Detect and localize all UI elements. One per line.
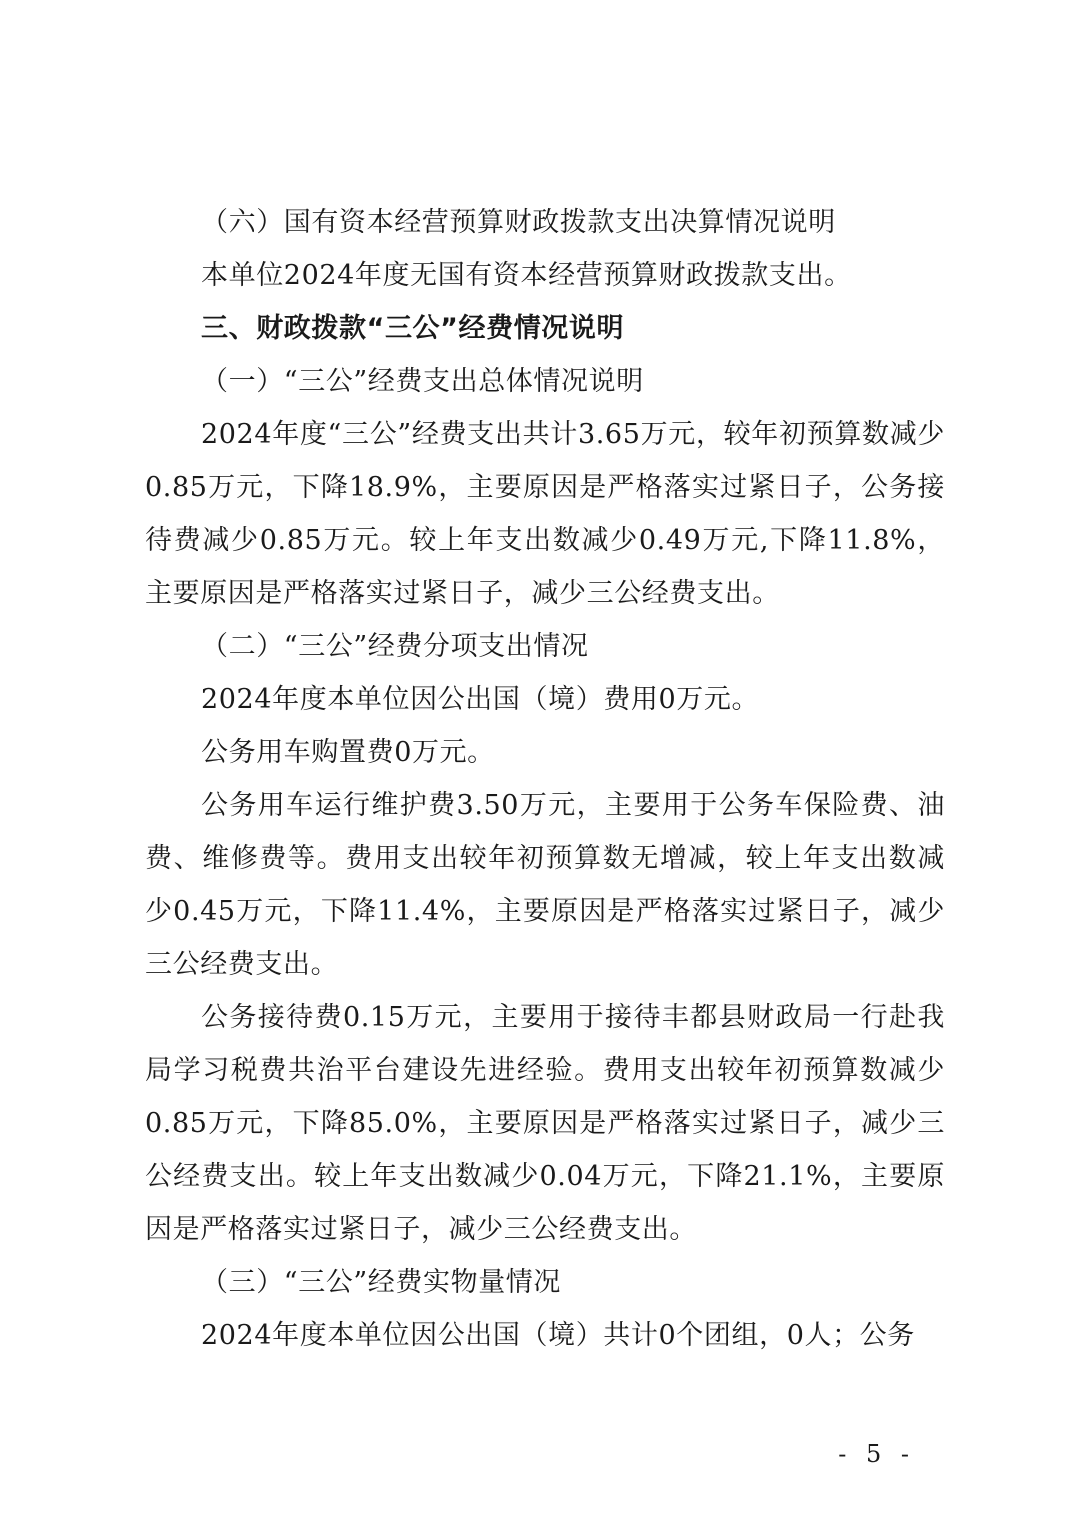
page-number: - 5 - [838, 1440, 915, 1468]
section-heading-3: 三、财政拨款“三公”经费情况说明 [201, 313, 625, 344]
section-subheading-2: （二）“三公”经费分项支出情况 [201, 631, 589, 662]
body-paragraph: 公务用车购置费0万元。 [201, 737, 495, 768]
section-subheading-3: （三）“三公”经费实物量情况 [201, 1267, 562, 1298]
body-paragraph: 2024年度“三公”经费支出共计3.65万元，较年初预算数减少0.85万元，下降18.9%，主要原因是严格落实过紧日子，公务接待费减少0.85万元。较上年支出数减少0.49万元,下降11.8%，主要原因是严格落实过紧日子，减少三公经费支出。 [145, 419, 945, 609]
section-subheading-1: （一）“三公”经费支出总体情况说明 [201, 366, 644, 397]
body-paragraph: 2024年度本单位因公出国（境）费用0万元。 [201, 684, 760, 715]
body-paragraph: 本单位2024年度无国有资本经营预算财政拨款支出。 [201, 260, 852, 291]
body-paragraph: 公务接待费0.15万元，主要用于接待丰都县财政局一行赴我局学习税费共治平台建设先进经验。费用支出较年初预算数减少0.85万元，下降85.0%，主要原因是严格落实过紧日子，减少三公经费支出。较上年支出数减少0.04万元，下降21.1%，主要原因是严格落实过紧日子，减少三公经费支出。 [145, 1002, 945, 1245]
document-body [145, 196, 945, 1362]
section-subheading-6: （六）国有资本经营预算财政拨款支出决算情况说明 [201, 207, 836, 238]
body-paragraph: 公务用车运行维护费3.50万元，主要用于公务车保险费、油费、维修费等。费用支出较年初预算数无增减，较上年支出数减少0.45万元，下降11.4%，主要原因是严格落实过紧日子，减少三公经费支出。 [145, 790, 945, 980]
body-paragraph: 2024年度本单位因公出国（境）共计0个团组，0人；公务 [201, 1320, 915, 1351]
